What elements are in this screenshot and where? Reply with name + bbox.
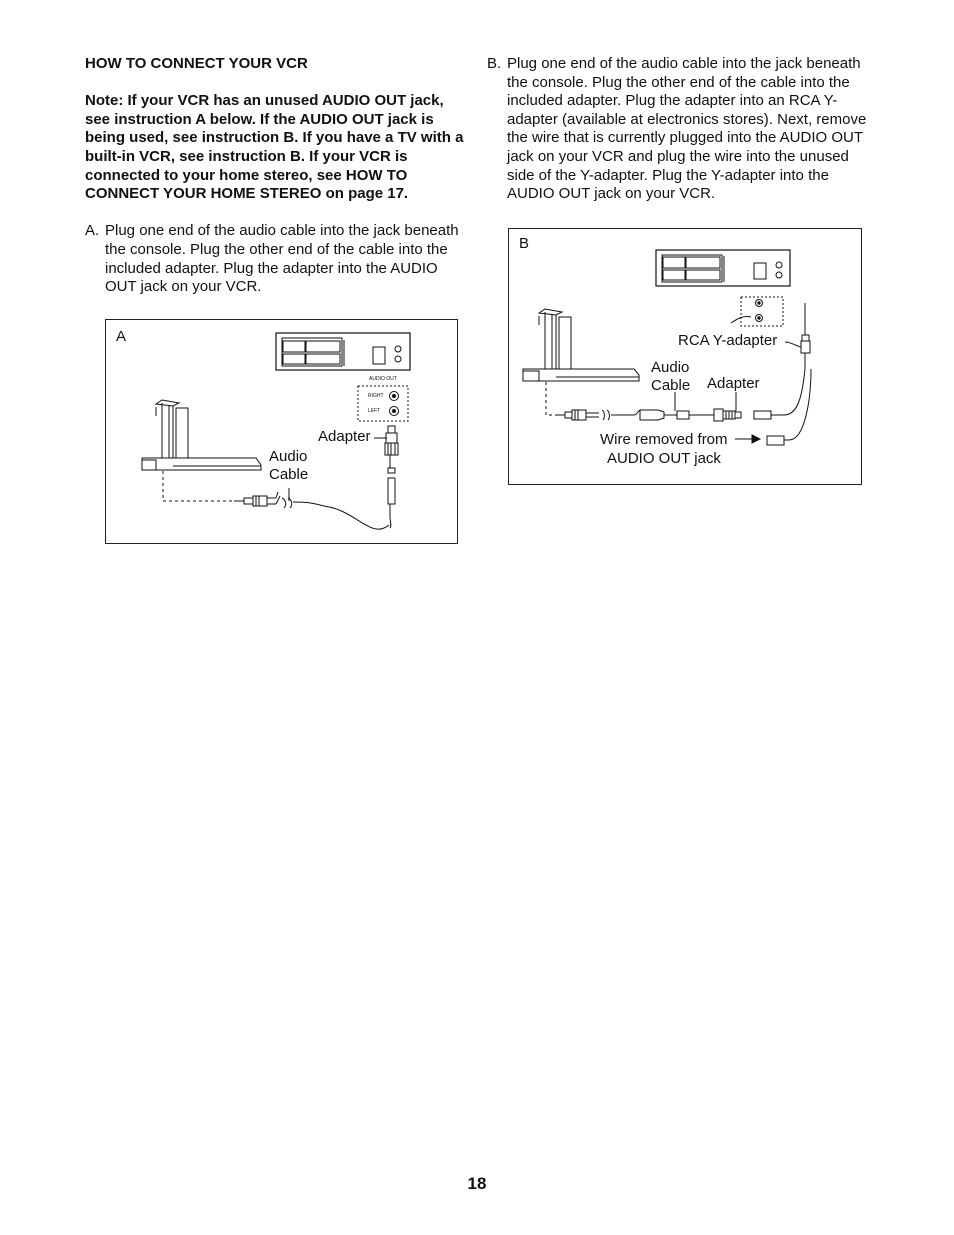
figure-b-wire-label-line1: Wire removed from [600,431,728,448]
instruction-a-text: Plug one end of the audio cable into the jack beneath the console. Plug the other end of the cable into the included adapter. Plug the adapter into the AUDIO OUT jack on your VCR. [105,222,459,296]
section-note: Note: If your VCR has an unused AUDIO OUT jack, see instruction A below. If the AUDIO OUT jack is being used, see instruction B. If you have a TV with a built-in VCR, see instruction B. If your VCR is connected to your home stereo, see HOW TO CONNECT YOUR HOME STEREO on page 17. [85,92,464,203]
figure-a-illustration [106,320,459,545]
figure-a-cable-label: Cable [269,466,309,483]
figure-b-letter: B [519,235,530,252]
figure-a [105,319,458,544]
figure-b-adapter-label: Adapter [707,375,760,392]
page-number: 18 [467,1174,487,1193]
instruction-b-letter: B. [487,55,502,72]
figure-b-rca-label: RCA Y-adapter [678,332,778,349]
figure-a-audio-out-label: AUDIO OUT [369,376,397,382]
figure-a-letter: A [116,328,127,345]
figure-a-audio-label: Audio [269,448,308,465]
section-heading: HOW TO CONNECT YOUR VCR [85,55,308,72]
figure-b [508,228,862,485]
figure-b-audio-label: Audio [651,359,690,376]
figure-b-wire-label-line2: AUDIO OUT jack [607,450,721,467]
instruction-b [487,55,872,204]
figure-a-left-label: LEFT [368,408,381,414]
instruction-a [85,222,465,296]
left-column [85,55,465,297]
figure-a-adapter-label: Adapter [318,428,371,445]
instruction-a-letter: A. [85,222,100,240]
right-column [487,55,872,204]
instruction-b-text: Plug one end of the audio cable into the jack beneath the console. Plug the other end of the cable into the included adapter. Plug the adapter into an RCA Y-adapter (available at electronics stores). Next, remove the wire that is currently plugged into the AUDIO OUT jack on your VCR and plug the wire into the unused side of the Y-adapter. Plug the Y-adapter into the AUDIO OUT jack on your VCR. [507,55,867,203]
figure-b-cable-label: Cable [651,377,691,394]
figure-a-right-label: RIGHT [368,393,384,399]
